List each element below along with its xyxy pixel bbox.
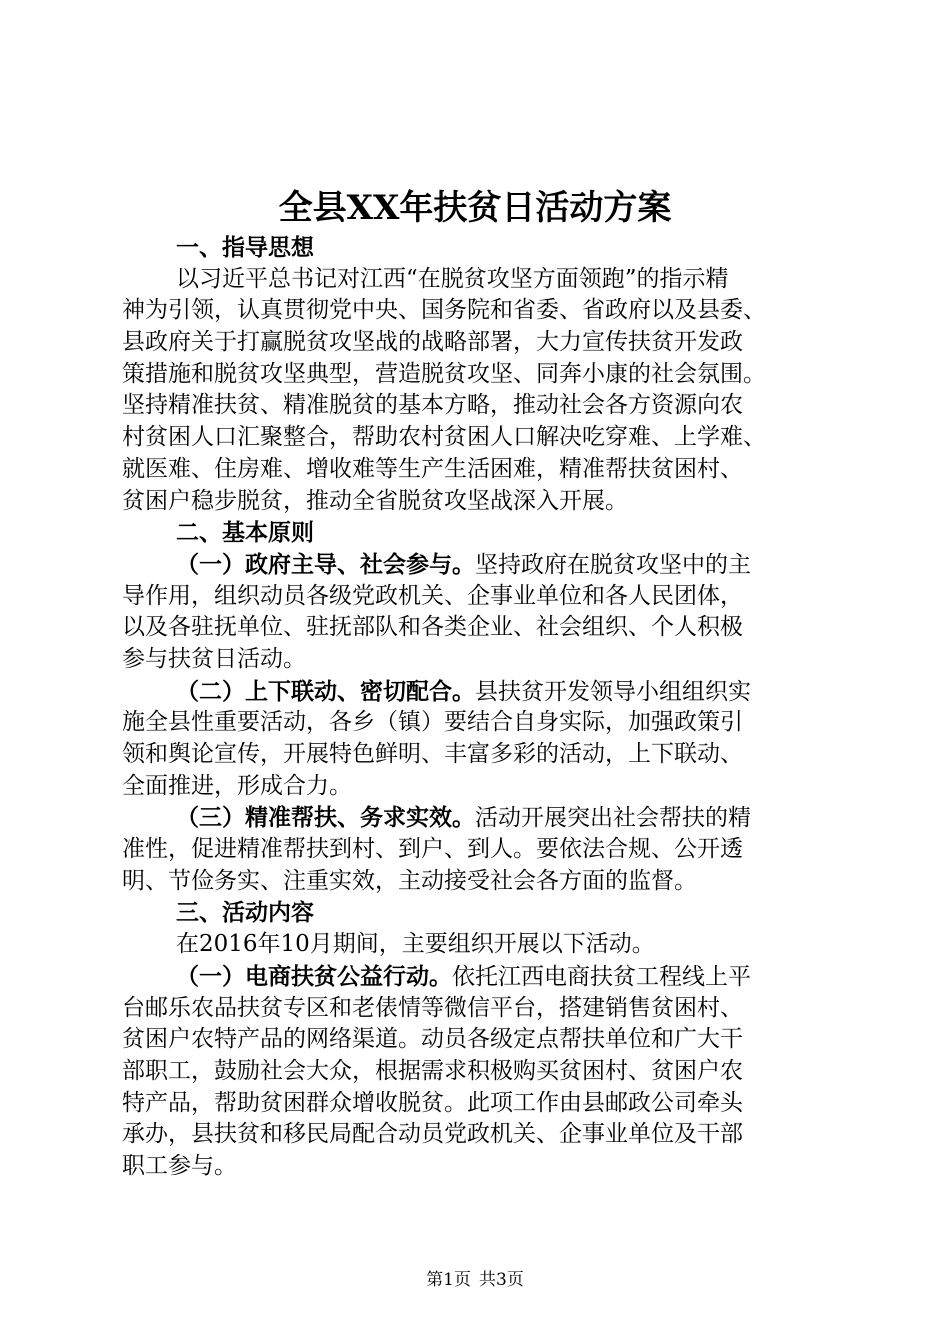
paragraph-line: 神为引领，认真贯彻党中央、国务院和省委、省政府以及县委、 bbox=[122, 297, 766, 324]
paragraph-line: 全面推进，形成合力。 bbox=[122, 772, 352, 799]
document-title: 全县XX年扶贫日活动方案 bbox=[278, 188, 672, 228]
total-pages: 共3页 bbox=[479, 1270, 524, 1290]
paragraph-line: 领和舆论宣传，开展特色鲜明、丰富多彩的活动，上下联动、 bbox=[122, 741, 743, 767]
page-footer bbox=[0, 1268, 950, 1292]
principle-text: 活动开展突出社会帮扶的精 bbox=[475, 805, 751, 832]
section-heading-activity-content: 三、活动内容 bbox=[176, 899, 314, 927]
section-heading-guiding-ideology: 一、指导思想 bbox=[176, 234, 314, 261]
paragraph-line: 参与扶贫日活动。 bbox=[122, 645, 306, 672]
paragraph-line: 导作用，组织动员各级党政机关、企事业单位和各人民团体， bbox=[122, 582, 743, 609]
paragraph-line: 贫困户农特产品的网络渠道。动员各级定点帮扶单位和广大干 bbox=[122, 1026, 743, 1053]
paragraph-line bbox=[122, 802, 858, 834]
principle-lead: （二）上下联动、密切配合。 bbox=[176, 677, 475, 705]
section-heading-basic-principles: 二、基本原则 bbox=[176, 519, 314, 547]
paragraph-line: 村贫困人口汇聚整合，帮助农村贫困人口解决吃穿难、上学难、 bbox=[122, 424, 766, 451]
activity-lead: （一）电商扶贫公益行动。 bbox=[176, 962, 452, 990]
paragraph-line: 职工参与。 bbox=[122, 1152, 237, 1179]
principle-text: 县扶贫开发领导小组组织实 bbox=[475, 678, 751, 705]
paragraph-line: 准性，促进精准帮扶到村、到户、到人。要依法合规、公开透 bbox=[122, 836, 743, 863]
paragraph-line: 以习近平总书记对江西“在脱贫攻坚方面领跑”的指示精 bbox=[176, 265, 729, 292]
paragraph-line: 台邮乐农品扶贫专区和老俵情等微信平台，搭建销售贫困村、 bbox=[122, 994, 743, 1021]
paragraph-line: 就医难、住房难、增收难等生产生活困难，精准帮扶贫困村、 bbox=[122, 455, 743, 482]
paragraph-line: 以及各驻抚单位、驻抚部队和各类企业、社会组织、个人积极 bbox=[122, 614, 743, 641]
paragraph-line: 坚持精准扶贫、精准脱贫的基本方略，推动社会各方资源向农 bbox=[122, 392, 743, 419]
paragraph-line: 施全县性重要活动，各乡（镇）要结合自身实际，加强政策引 bbox=[122, 709, 743, 736]
paragraph-line: 承办，县扶贫和移民局配合动员党政机关、企事业单位及干部 bbox=[122, 1121, 743, 1148]
paragraph-line: 策措施和脱贫攻坚典型，营造脱贫攻坚、同奔小康的社会氛围。 bbox=[122, 360, 766, 387]
paragraph-line: 县政府关于打赢脱贫攻坚战的战略部署，大力宣传扶贫开发政 bbox=[122, 329, 743, 356]
paragraph-line: 部职工，鼓励社会大众，根据需求积极购买贫困村、贫困户农 bbox=[122, 1057, 743, 1084]
page-number: 第1页 bbox=[426, 1270, 471, 1290]
paragraph-line: 在2016年10月期间，主要组织开展以下活动。 bbox=[176, 931, 655, 958]
paragraph-line bbox=[122, 549, 858, 581]
paragraph-line bbox=[122, 676, 858, 708]
activity-text: 依托江西电商扶贫工程线上平 bbox=[452, 963, 751, 990]
principle-text: 坚持政府在脱贫攻坚中的主 bbox=[475, 551, 751, 578]
paragraph-line bbox=[122, 961, 858, 993]
paragraph-line: 明、节俭务实、注重实效，主动接受社会各方面的监督。 bbox=[122, 867, 697, 894]
document-body bbox=[122, 232, 858, 1183]
principle-lead: （三）精准帮扶、务求实效。 bbox=[176, 804, 475, 832]
principle-lead: （一）政府主导、社会参与。 bbox=[176, 550, 475, 578]
paragraph-line: 特产品，帮助贫困群众增收脱贫。此项工作由县邮政公司牵头 bbox=[122, 1089, 743, 1116]
paragraph-line: 贫困户稳步脱贫，推动全省脱贫攻坚战深入开展。 bbox=[122, 487, 628, 514]
